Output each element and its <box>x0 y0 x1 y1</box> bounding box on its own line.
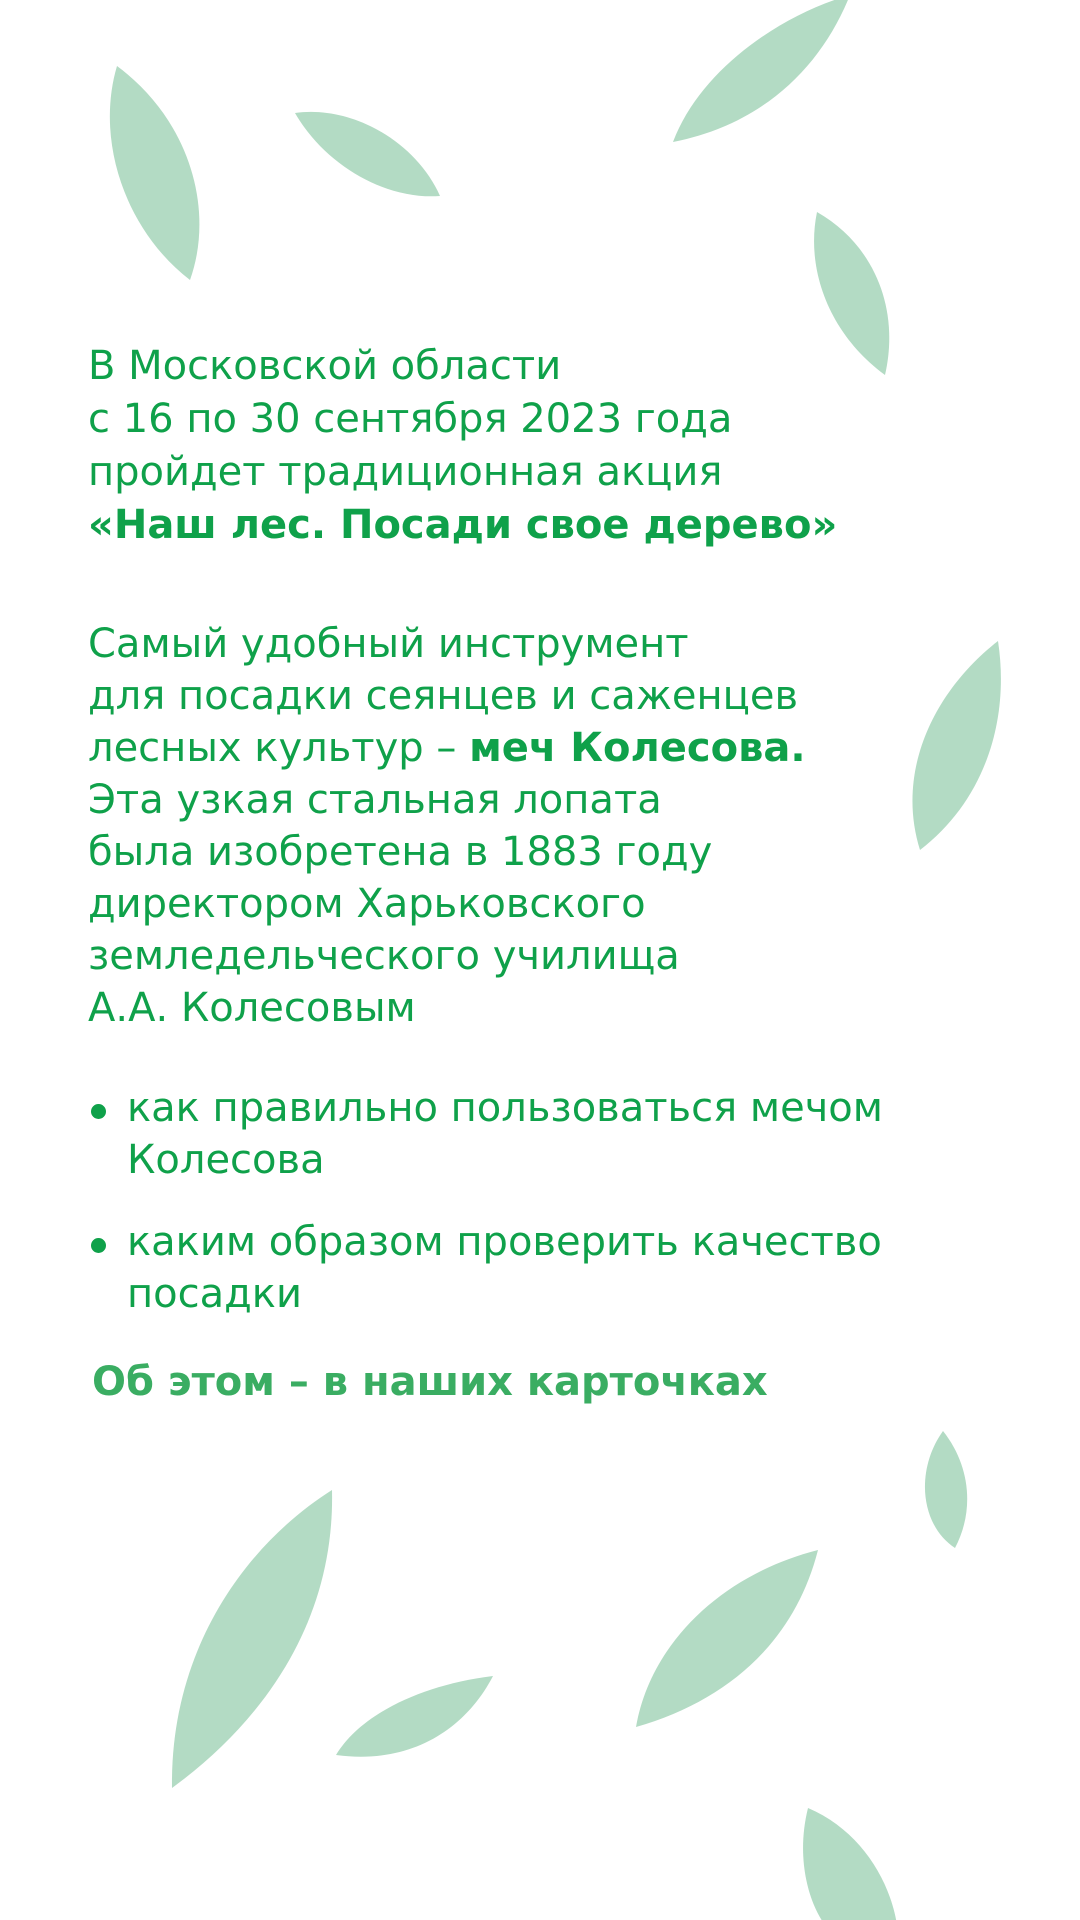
description-line: Самый удобный инструмент <box>88 621 689 667</box>
description-line: была изобретена в 1883 году <box>88 829 713 875</box>
list-item <box>88 1216 988 1320</box>
bullet-icon <box>91 1238 106 1253</box>
description-line: земледельческого училища <box>88 933 680 979</box>
list-item <box>88 1082 988 1186</box>
description-line <box>88 722 988 774</box>
tool-description <box>88 618 988 1034</box>
list-item-line: Колесова <box>127 1137 325 1183</box>
intro-line: пройдет традиционная акция <box>88 449 723 495</box>
list-item-line: как правильно пользоваться мечом <box>127 1085 883 1131</box>
description-line: директором Харьковского <box>88 881 646 927</box>
campaign-title: «Наш лес. Посади свое дерево» <box>88 502 838 548</box>
intro-line: с 16 по 30 сентября 2023 года <box>88 396 733 442</box>
description-line: А.А. Колесовым <box>88 985 416 1031</box>
closing-text: Об этом – в наших карточках <box>92 1359 768 1405</box>
tool-name: меч Колесова. <box>469 725 806 771</box>
description-text: лесных культур – <box>88 725 470 771</box>
intro-text <box>88 340 988 552</box>
topics-list <box>88 1082 988 1350</box>
description-line: для посадки сеянцев и саженцев <box>88 673 799 719</box>
bullet-icon <box>91 1104 106 1119</box>
list-item-line: посадки <box>127 1271 302 1317</box>
description-line: Эта узкая стальная лопата <box>88 777 662 823</box>
intro-line: В Московской области <box>88 343 562 389</box>
list-item-line: каким образом проверить качество <box>127 1219 882 1265</box>
